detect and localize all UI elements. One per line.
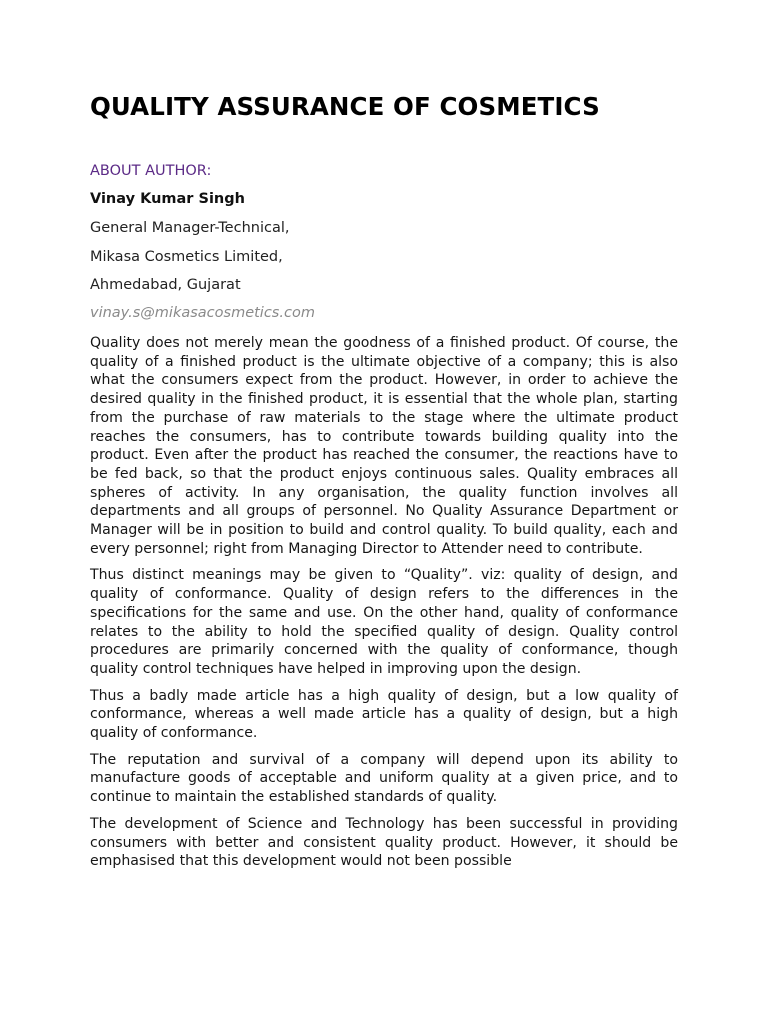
paragraph-reputation: The reputation and survival of a company will depend upon its ability to manufacture goods of acceptable and uniform quality at a given price, and to continue to maintain the established standards of quality.: [90, 751, 678, 806]
author-name: Vinay Kumar Singh: [90, 191, 245, 207]
about-author-heading: ABOUT AUTHOR:: [90, 163, 212, 179]
article-body: [90, 334, 678, 879]
author-email: vinay.s@mikasacosmetics.com: [90, 305, 315, 321]
paragraph-science-technology: The development of Science and Technology has been successful in providing consumers with better and consistent quality product. However, it should be emphasised that this development would not been possible: [90, 815, 678, 870]
document-title: QUALITY ASSURANCE OF COSMETICS: [90, 92, 600, 121]
paragraph-quality-definition: Quality does not merely mean the goodness of a finished product. Of course, the quality of a finished product is the ultimate objective of a company; this is also what the consumers expect from the product. However, in order to achieve the desired quality in the finished product, it is essential that the whole plan, starting from the purchase of raw materials to the stage where the ultimate product reaches the consumers, has to contribute towards building quality into the product. Even after the product has reached the consumer, the reactions have to be fed back, so that the product enjoys continuous sales. Quality embraces all spheres of activity. In any organisation, the quality function involves all departments and all groups of personnel. No Quality Assurance Department or Manager will be in position to build and control quality. To build quality, each and every personnel; right from Managing Director to Attender need to contribute.: [90, 335, 678, 557]
author-company: Mikasa Cosmetics Limited,: [90, 249, 283, 265]
author-location: Ahmedabad, Gujarat: [90, 277, 241, 293]
author-position: General Manager-Technical,: [90, 220, 290, 236]
paragraph-badly-made-article: Thus a badly made article has a high quality of design, but a low quality of conformance, whereas a well made article has a quality of design, but a high quality of conformance.: [90, 687, 678, 742]
paragraph-quality-meanings: Thus distinct meanings may be given to “Quality”. viz: quality of design, and quality of conformance. Quality of design refers to the differences in the specifications for the same and use. On the other hand, quality of conformance relates to the ability to hold the specified quality of design. Quality control procedures are primarily concerned with the quality of conformance, though quality control techniques have helped in improving upon the design.: [90, 567, 678, 677]
